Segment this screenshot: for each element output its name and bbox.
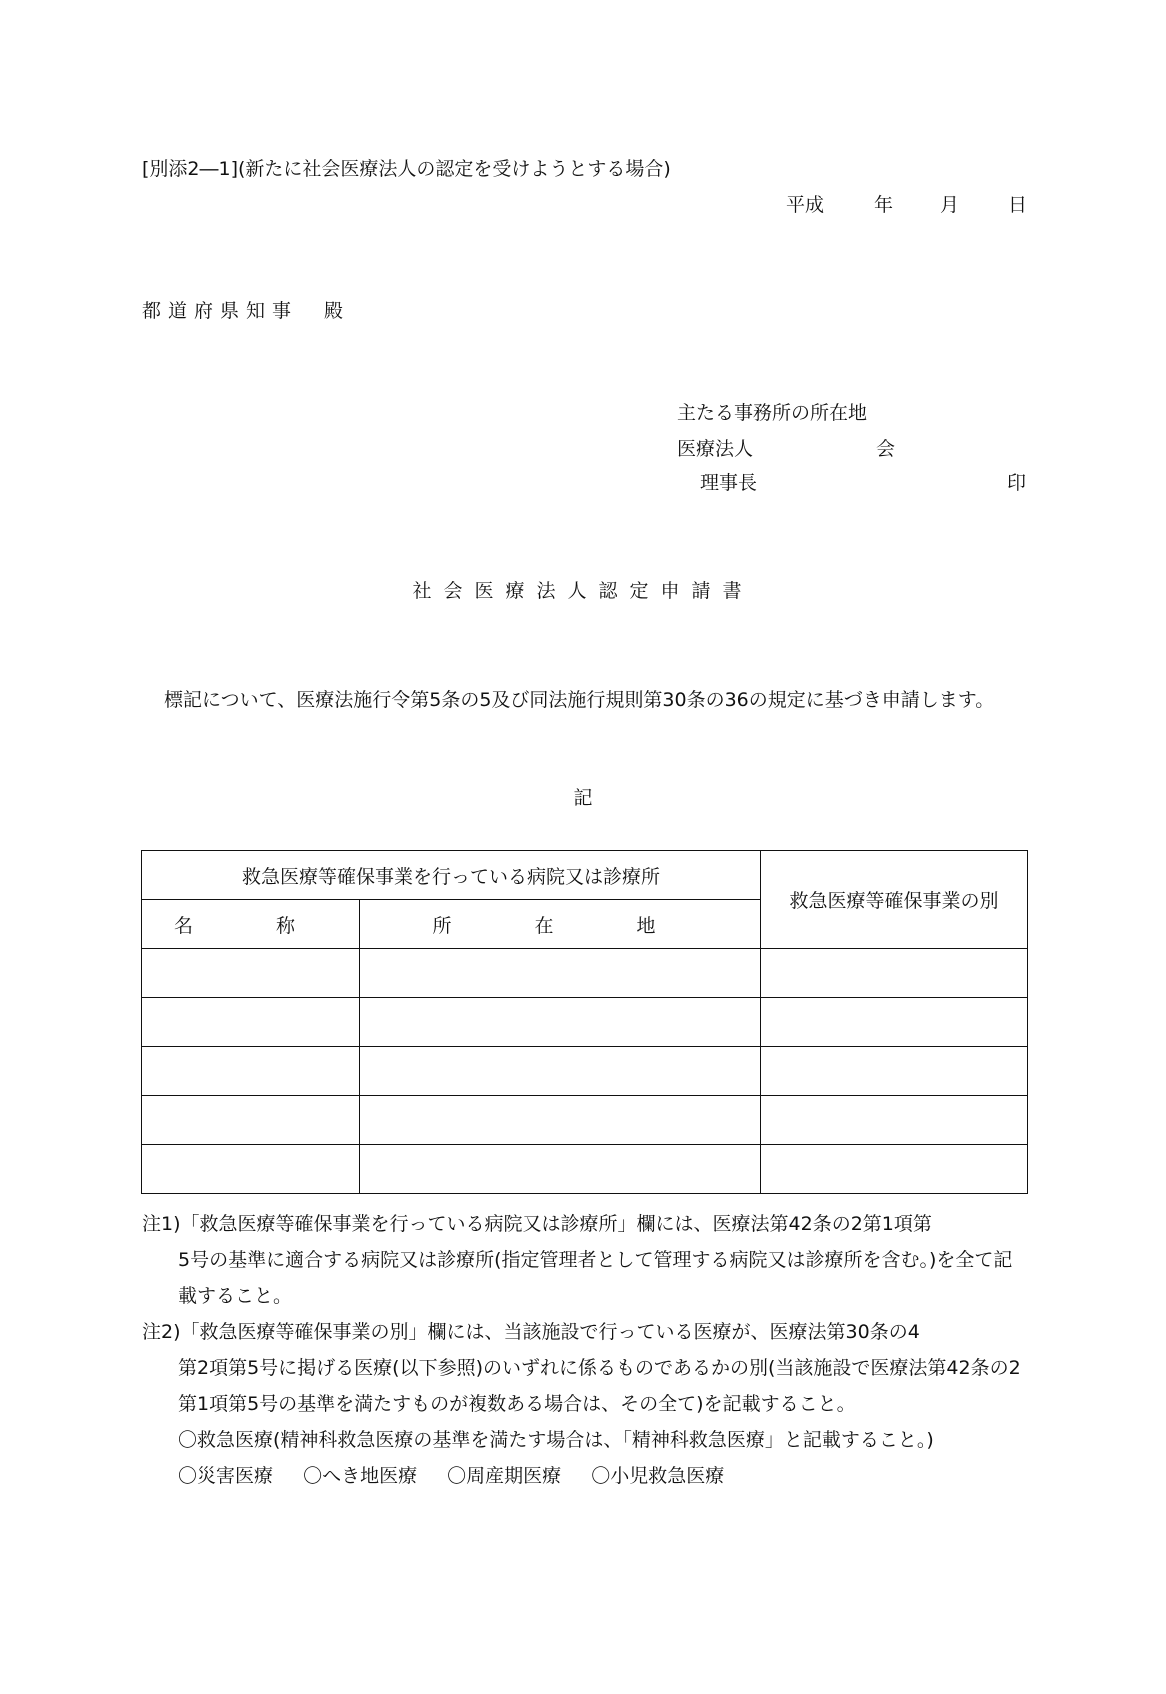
project-type-cell[interactable] xyxy=(761,998,1028,1047)
chairman-label: 理事長 xyxy=(700,472,758,494)
address-column-header: 所 在 地 xyxy=(360,900,761,949)
note-2 xyxy=(142,1314,1028,1350)
name-cell[interactable] xyxy=(142,1047,360,1096)
facility-table xyxy=(141,850,1028,1194)
option-perinatal: 〇周産期医療 xyxy=(447,1465,562,1487)
name-column-header: 名 称 xyxy=(142,900,360,949)
table-row xyxy=(142,949,1028,998)
option-emergency: 〇救急医療(精神科救急医療の基準を満たす場合は、「精神科救急医療」と記載すること。) xyxy=(178,1429,934,1451)
notes-section xyxy=(142,1206,1028,1494)
project-type-cell[interactable] xyxy=(761,1096,1028,1145)
project-type-header: 救急医療等確保事業の別 xyxy=(761,851,1028,949)
date-year: 年 xyxy=(874,194,894,216)
project-type-cell[interactable] xyxy=(761,949,1028,998)
date-month: 月 xyxy=(940,194,960,216)
seal-mark: 印 xyxy=(1007,472,1027,494)
table-row xyxy=(142,1096,1028,1145)
document-title: 社会医療法人認定申請書 xyxy=(412,580,754,602)
option-remote-area: 〇へき地医療 xyxy=(303,1465,418,1487)
application-statement: 標記について、医療法施行令第5条の5及び同法施行規則第30条の36の規定に基づき申請します。 xyxy=(164,689,995,711)
ki-heading: 記 xyxy=(573,787,593,809)
office-address-label: 主たる事務所の所在地 xyxy=(677,402,868,424)
note-2-first-line: 「救急医療等確保事業の別」欄には、当該施設で行っている医療が、医療法第30条の4 xyxy=(180,1321,920,1343)
note-1 xyxy=(142,1206,1028,1242)
facility-group-header: 救急医療等確保事業を行っている病院又は診療所 xyxy=(142,851,761,900)
name-cell[interactable] xyxy=(142,949,360,998)
address-cell[interactable] xyxy=(360,1096,761,1145)
date-day: 日 xyxy=(1008,194,1028,216)
address-cell[interactable] xyxy=(360,949,761,998)
addressee: 都道府県知事 殿 xyxy=(142,300,351,322)
table-row xyxy=(142,998,1028,1047)
note-1-label: 注1) xyxy=(142,1213,181,1235)
table-row xyxy=(142,1145,1028,1194)
name-cell[interactable] xyxy=(142,1145,360,1194)
address-cell[interactable] xyxy=(360,1145,761,1194)
project-type-cell[interactable] xyxy=(761,1047,1028,1096)
option-pediatric: 〇小児救急医療 xyxy=(591,1465,725,1487)
project-type-cell[interactable] xyxy=(761,1145,1028,1194)
option-disaster: 〇災害医療 xyxy=(178,1465,274,1487)
option-list xyxy=(142,1458,1028,1494)
note-2-continuation: 第2項第5号に掲げる医療(以下参照)のいずれに係るものであるかの別(当該施設で医療法第42条の2第1項第5号の基準を満たすものが複数ある場合は、その全て)を記載すること。 xyxy=(178,1357,1021,1415)
note-2-label: 注2) xyxy=(142,1321,181,1343)
corporation-label: 医療法人 xyxy=(677,438,754,460)
table-row xyxy=(142,1047,1028,1096)
attachment-heading: [別添2―1](新たに社会医療法人の認定を受けようとする場合) xyxy=(142,158,671,180)
address-cell[interactable] xyxy=(360,1047,761,1096)
name-cell[interactable] xyxy=(142,1096,360,1145)
date-era: 平成 xyxy=(786,194,825,216)
note-1-continuation: 5号の基準に適合する病院又は診療所(指定管理者として管理する病院又は診療所を含む。)を全て記載すること。 xyxy=(178,1249,1013,1307)
address-cell[interactable] xyxy=(360,998,761,1047)
note-1-first-line: 「救急医療等確保事業を行っている病院又は診療所」欄には、医療法第42条の2第1項第 xyxy=(180,1213,932,1235)
corporation-suffix: 会 xyxy=(876,438,896,460)
name-cell[interactable] xyxy=(142,998,360,1047)
